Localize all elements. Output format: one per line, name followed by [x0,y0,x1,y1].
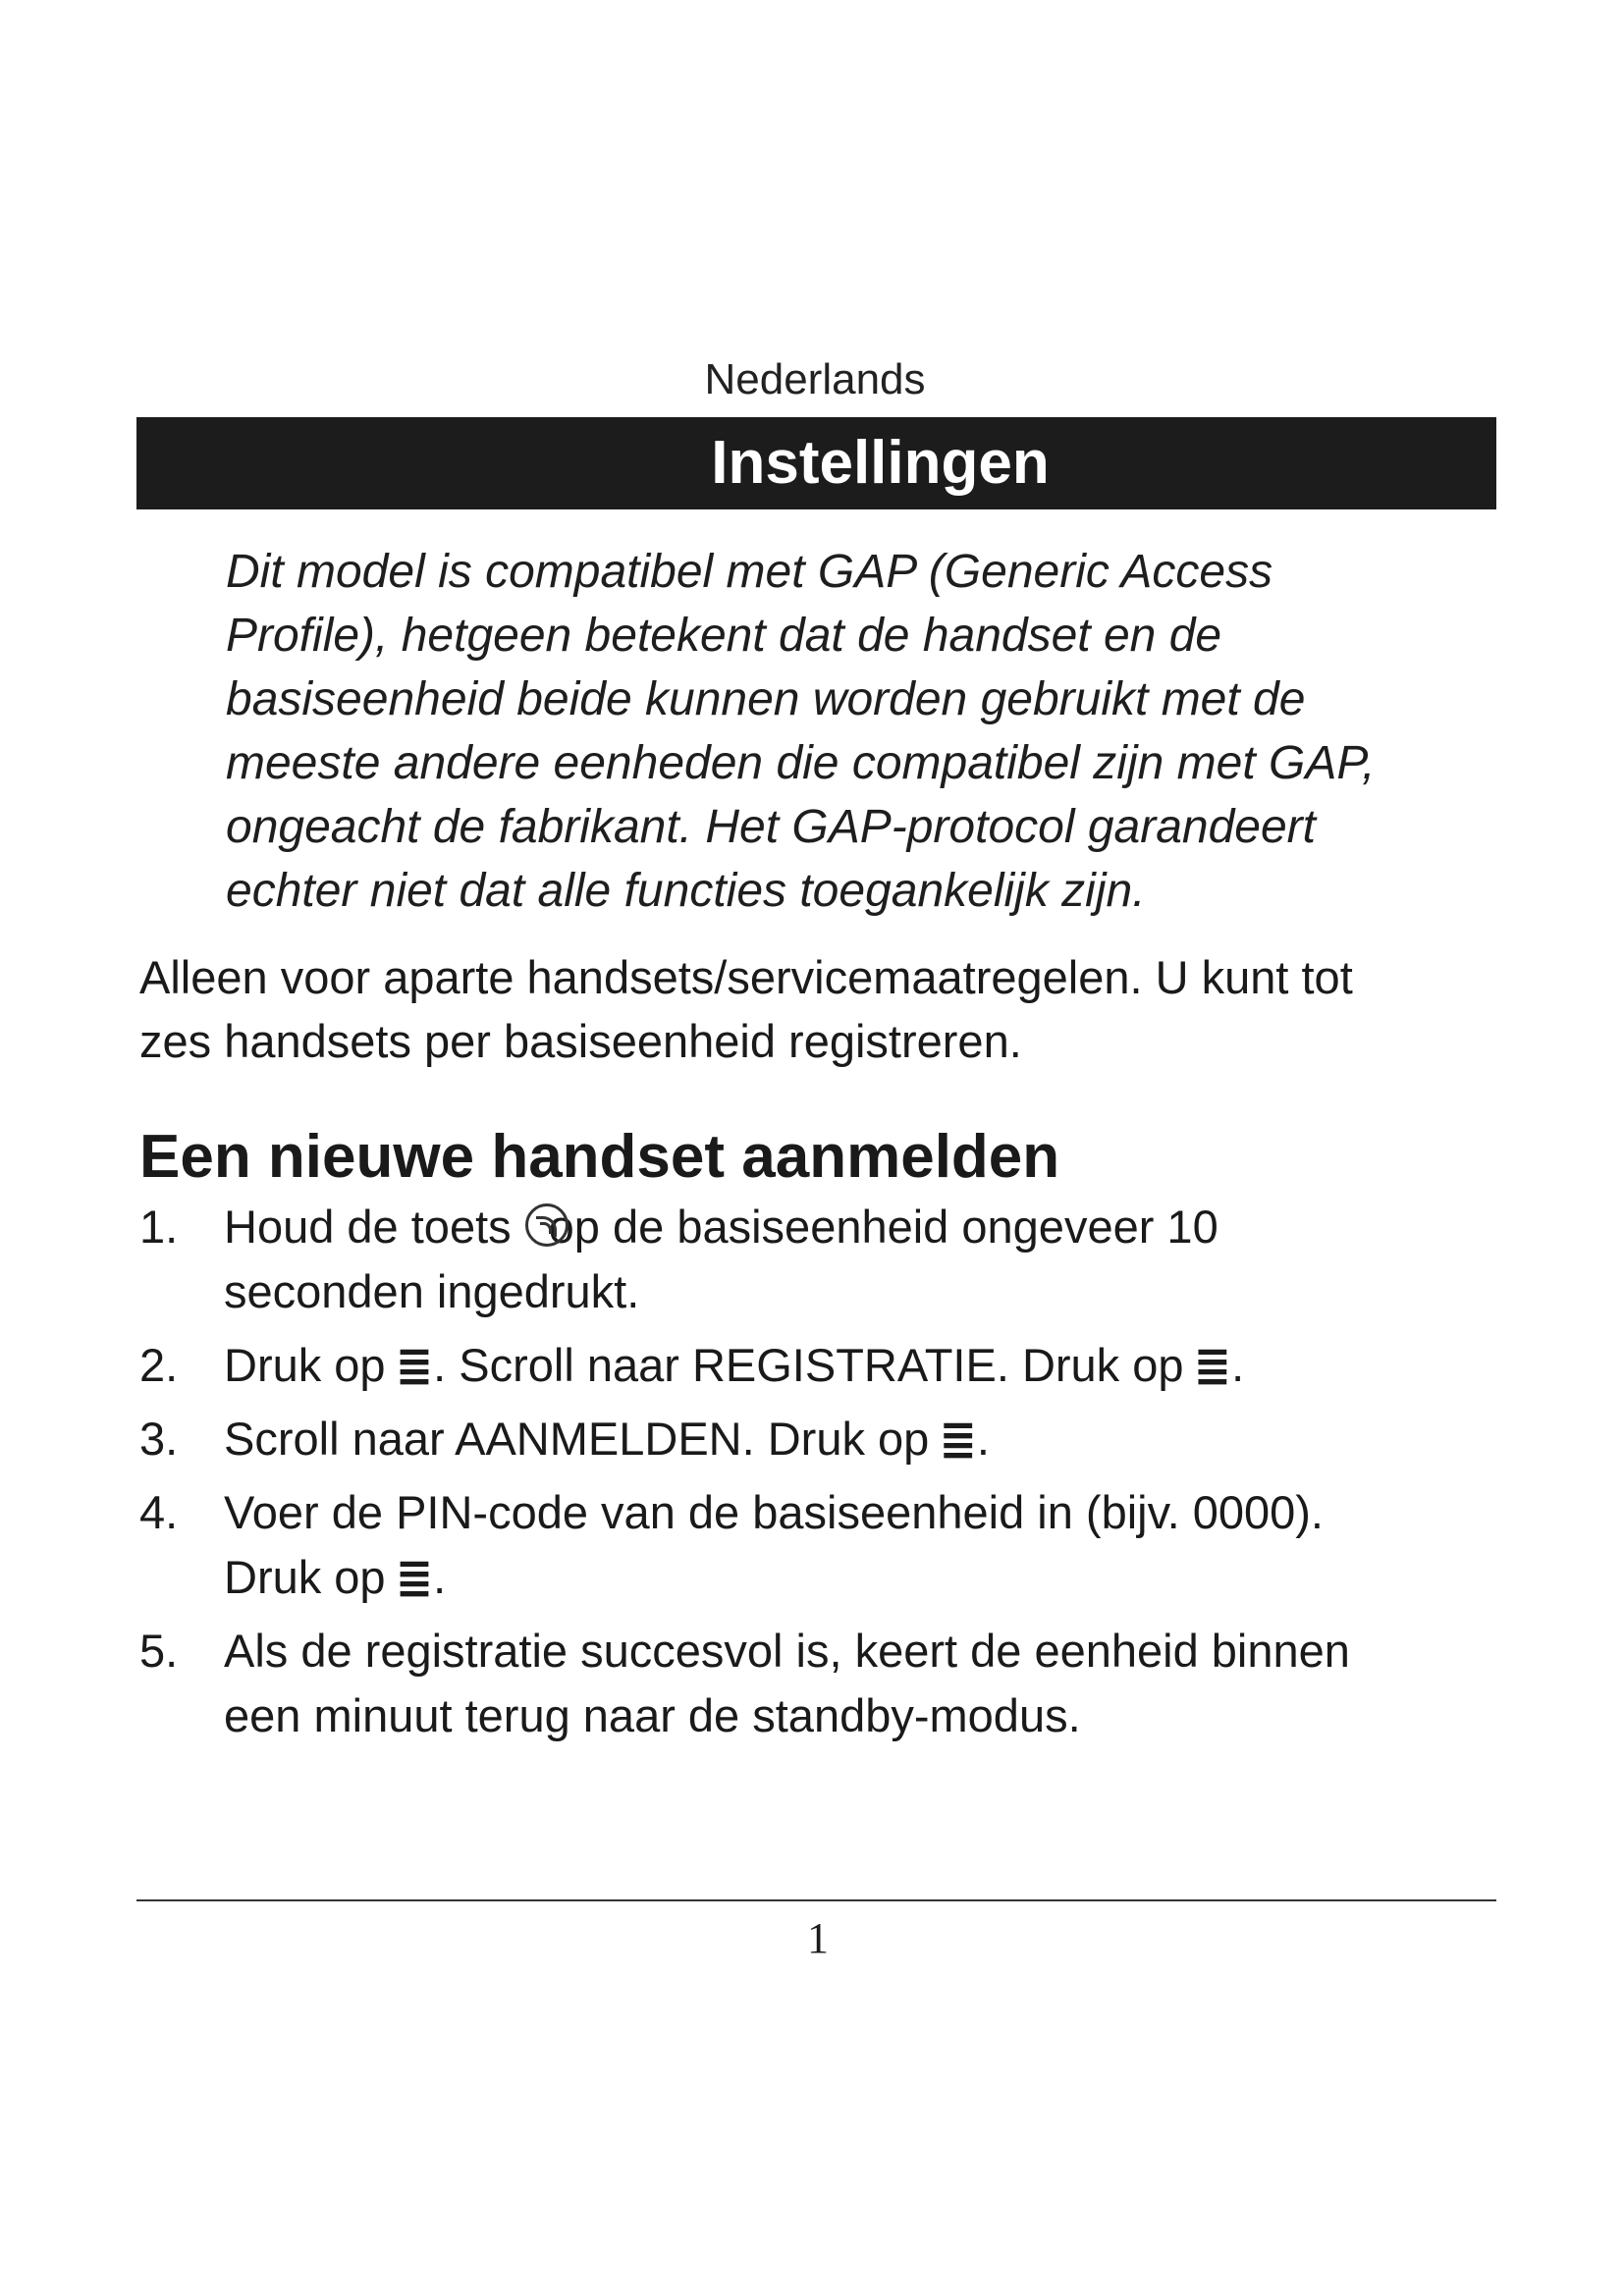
step-item [139,1333,1504,1398]
note-line: zes handsets per basiseenheid registreren. [139,1015,1022,1067]
section-heading: Een nieuwe handset aanmelden [139,1123,1060,1191]
step-number: 5. [139,1625,179,1677]
language-label: Nederlands [704,355,926,403]
menu-icon: ≣ [395,1552,434,1603]
step-line: een minuut terug naar de standby-modus. [224,1689,1081,1741]
step-text: op de basiseenheid ongeveer 10 [548,1201,1218,1253]
step-text: Druk op [224,1339,386,1391]
step-number: 1. [139,1201,179,1253]
step-item [139,1195,1504,1324]
step-number: 2. [139,1339,179,1391]
step-line [224,1333,1504,1398]
page-icon [525,1203,568,1247]
intro-line: meeste andere eenheden die compatibel zijn met GAP, [226,737,1376,789]
step-number: 3. [139,1413,179,1465]
step-text: . [433,1551,447,1603]
intro-line: basiseenheid beide kunnen worden gebruikt met de [226,673,1306,725]
page-title: Instellingen [136,417,1496,509]
footer-divider [136,1899,1496,1901]
note-paragraph [139,945,1494,1073]
step-text: Druk op [224,1551,386,1603]
step-line: Als de registratie succesvol is, keert de eenheid binnen [224,1625,1350,1677]
step-line [224,1195,1504,1259]
note-line: Alleen voor aparte handsets/servicemaatregelen. U kunt tot [139,951,1353,1003]
menu-icon: ≣ [939,1414,977,1465]
menu-icon: ≣ [395,1340,434,1391]
step-text: Houd de toets [224,1201,512,1253]
step-item [139,1407,1504,1471]
steps-list [139,1195,1504,1757]
step-item [139,1480,1504,1610]
step-line [224,1545,1504,1610]
intro-paragraph [226,540,1502,923]
intro-line: echter niet dat alle functies toegankelijk zijn. [226,865,1146,917]
step-line: seconden ingedrukt. [224,1265,640,1317]
step-text: . [976,1413,990,1465]
intro-line: Profile), hetgeen betekent dat de handset en de [226,610,1222,662]
step-text: . [1231,1339,1245,1391]
page-number: 1 [807,1914,829,1962]
step-number: 4. [139,1486,179,1538]
step-line [224,1407,1504,1471]
step-item [139,1619,1504,1748]
step-text: . Scroll naar REGISTRATIE. Druk op [433,1339,1184,1391]
intro-line: ongeacht de fabrikant. Het GAP-protocol garandeert [226,801,1316,853]
step-line: Voer de PIN-code van de basiseenheid in (bijv. 0000). [224,1486,1324,1538]
intro-line: Dit model is compatibel met GAP (Generic Access [226,546,1273,598]
step-text: Scroll naar AANMELDEN. Druk op [224,1413,930,1465]
menu-icon: ≣ [1193,1340,1232,1391]
